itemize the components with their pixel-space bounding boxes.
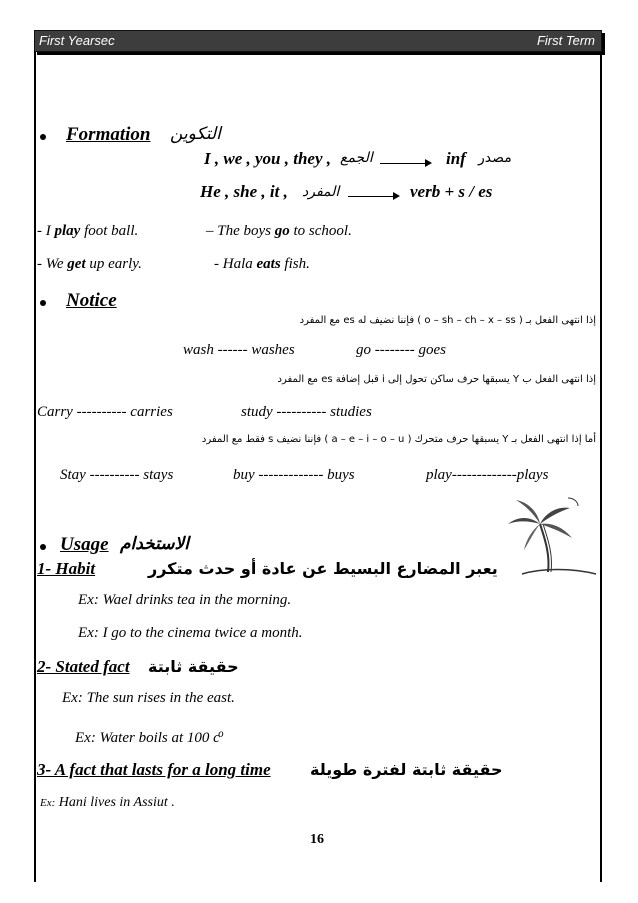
- arrow-icon: [380, 163, 426, 164]
- bullet: [40, 544, 46, 550]
- left-border-line: [34, 52, 36, 882]
- habit-example-1: Ex: Wael drinks tea in the morning.: [78, 592, 292, 608]
- long-fact-example: Ex: Hani lives in Assiut .: [40, 795, 175, 810]
- long-fact-heading-ar: حقيقة ثابتة لفترة طويلة: [310, 760, 503, 779]
- usage-title: Usage: [60, 534, 109, 555]
- formation-line1-pronouns: I , we , you , they ,: [204, 149, 332, 168]
- notice-example-5: Stay ---------- stays: [60, 467, 174, 483]
- palm-tree-illustration: [502, 494, 598, 576]
- header-left: First Yearsec: [39, 33, 115, 48]
- stated-fact-heading: 2- Stated fact: [37, 657, 130, 676]
- formation-line1-result: inf: [446, 149, 466, 168]
- notice-example-3: Carry ---------- carries: [37, 404, 173, 420]
- formation-title-ar: التكوين: [170, 124, 221, 144]
- notice-title: Notice: [66, 290, 117, 311]
- long-fact-heading: 3- A fact that lasts for a long time: [37, 760, 271, 779]
- formation-line1-ar: الجمع: [340, 150, 373, 166]
- notice-rule-1: إذا انتهى الفعل بـ ( o – sh – ch – x – ss ) فإننا نضيف له es مع المفرد: [299, 315, 596, 326]
- formation-title: Formation: [66, 124, 151, 145]
- example-2: – The boys go to school.: [206, 223, 352, 239]
- arrow-icon: [348, 196, 394, 197]
- habit-heading-ar: يعبر المضارع البسيط عن عادة أو حدث متكرر: [148, 559, 498, 578]
- example-1: - I play foot ball.: [37, 223, 139, 239]
- habit-example-2: Ex: I go to the cinema twice a month.: [78, 625, 303, 641]
- header-banner: [34, 30, 602, 52]
- bullet: [40, 134, 46, 140]
- stated-fact-heading-ar: حقيقة ثابتة: [148, 657, 239, 676]
- bullet: [40, 300, 46, 306]
- example-3: - We get up early.: [37, 256, 142, 272]
- habit-heading: 1- Habit: [37, 559, 96, 578]
- formation-line2-pronouns: He , she , it ,: [200, 182, 288, 201]
- notice-example-6: buy ------------- buys: [233, 467, 355, 483]
- right-border-line: [600, 52, 602, 882]
- notice-example-7: play-------------plays: [426, 467, 549, 483]
- notice-example-1: wash ------ washes: [183, 342, 295, 358]
- usage-title-ar: الاستخدام: [120, 534, 189, 554]
- stated-fact-example-1: Ex: The sun rises in the east.: [62, 690, 235, 706]
- notice-example-2: go -------- goes: [356, 342, 446, 358]
- stated-fact-example-2: Ex: Water boils at 100 c: [75, 730, 220, 746]
- page-number: 16: [310, 832, 324, 847]
- notice-example-4: study ---------- studies: [241, 404, 372, 420]
- formation-line1-result-ar: مصدر: [478, 150, 512, 166]
- formation-line2-ar: المفرد: [302, 184, 340, 200]
- formation-line2-result: verb + s / es: [410, 182, 493, 201]
- example-4: - Hala eats fish.: [214, 256, 310, 272]
- notice-rule-3: أما إذا انتهى الفعل بـ Y يسبقها حرف متحرك ( a – e – i – o – u ) فإننا نضيف s فقط مع المفرد: [201, 434, 596, 445]
- header-right: First Term: [536, 33, 595, 48]
- notice-rule-2: إذا انتهى الفعل ب Y يسبقها حرف ساكن تحول إلى i قبل إضافة es مع المفرد: [277, 374, 596, 385]
